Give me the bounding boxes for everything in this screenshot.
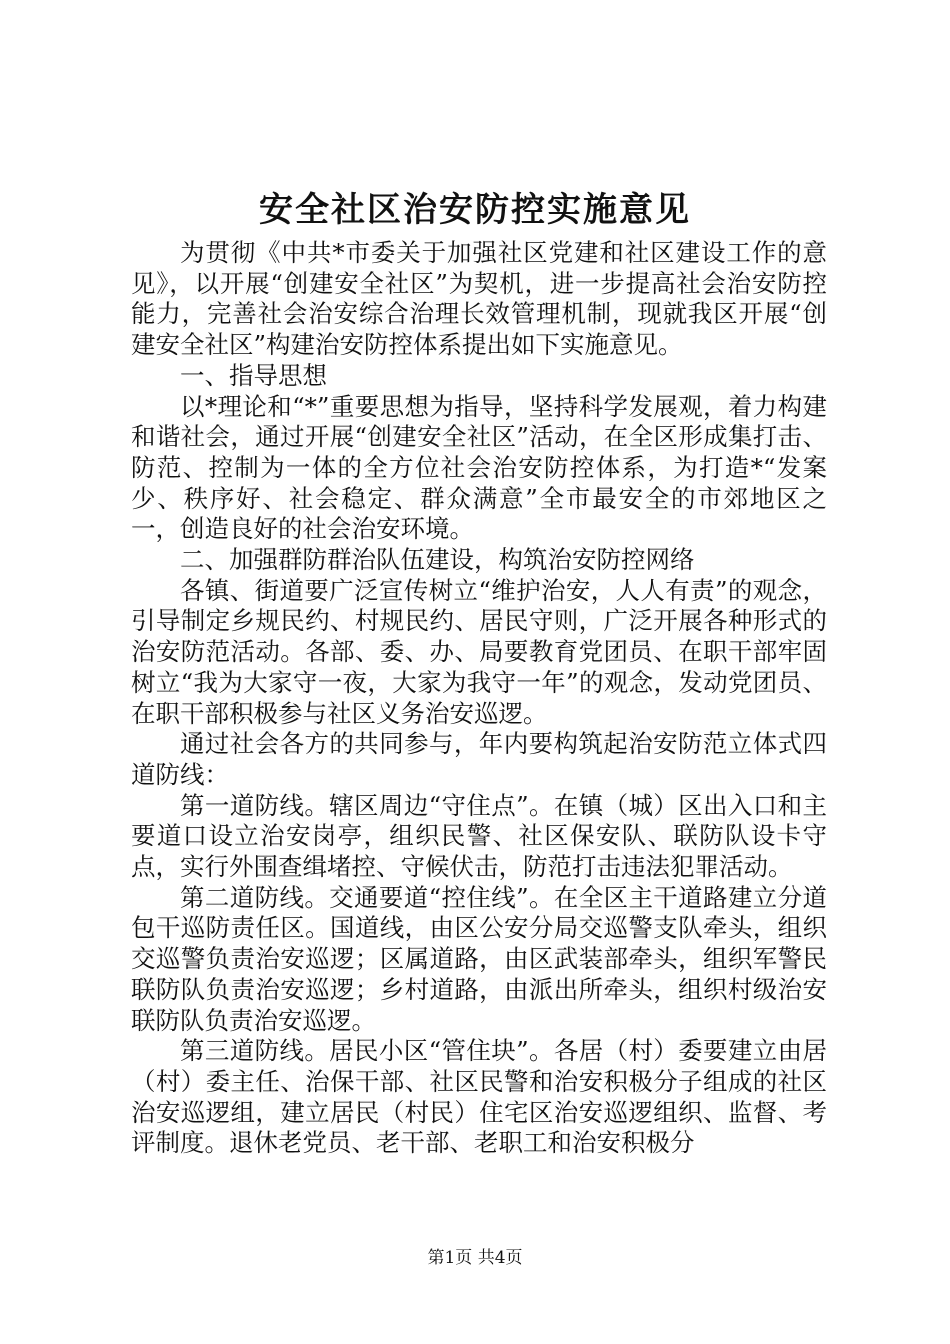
paragraph-team-building: 各镇、街道要广泛宣传树立“维护治安，人人有责”的观念，引导制定乡规民约、村规民约、居民守则，广泛开展各种形式的治安防范活动。各部、委、办、局要教育党团员、在职干部牢固树立“我为大家守一夜，大家为我守一年”的观念，发动党团员、在职干部积极参与社区义务治安巡逻。 — [131, 575, 827, 728]
document-body — [131, 238, 827, 1159]
paragraph-second-line: 第二道防线。交通要道“控住线”。在全区主干道路建立分道包干巡防责任区。国道线，由区公安分局交巡警支队牵头，组织交巡警负责治安巡逻；区属道路，由区武装部牵头，组织军警民联防队负责治安巡逻；乡村道路，由派出所牵头，组织村级治安联防队负责治安巡逻。 — [131, 882, 827, 1035]
page-number-footer: 第1页 共4页 — [427, 1248, 523, 1268]
paragraph-third-line: 第三道防线。居民小区“管住块”。各居（村）委要建立由居（村）委主任、治保干部、社区民警和治安积极分子组成的社区治安巡逻组，建立居民（村民）住宅区治安巡逻组织、监督、考评制度。退休老党员、老干部、老职工和治安积极分 — [131, 1036, 827, 1158]
document-title: 安全社区治安防控实施意见 — [259, 190, 691, 230]
paragraph-guiding-ideology: 以*理论和“*”重要思想为指导，坚持科学发展观，着力构建和谐社会，通过开展“创建安全社区”活动，在全区形成集打击、防范、控制为一体的全方位社会治安防控体系，为打造*“发案少、秩序好、社会稳定、群众满意”全市最安全的市郊地区之一，创造良好的社会治安环境。 — [131, 391, 827, 544]
heading-team-building: 二、加强群防群治队伍建设，构筑治安防控网络 — [180, 545, 695, 575]
heading-guiding-ideology: 一、指导思想 — [180, 360, 327, 390]
paragraph-intro: 为贯彻《中共*市委关于加强社区党建和社区建设工作的意见》，以开展“创建安全社区”为契机，进一步提高社会治安防控能力，完善社会治安综合治理长效管理机制，现就我区开展“创建安全社区”构建治安防控体系提出如下实施意见。 — [131, 238, 827, 360]
paragraph-four-defense-lines: 通过社会各方的共同参与，年内要构筑起治安防范立体式四道防线： — [131, 729, 827, 789]
paragraph-first-line: 第一道防线。辖区周边“守住点”。在镇（城）区出入口和主要道口设立治安岗亭，组织民警、社区保安队、联防队设卡守点，实行外围查缉堵控、守候伏击，防范打击违法犯罪活动。 — [131, 790, 827, 882]
